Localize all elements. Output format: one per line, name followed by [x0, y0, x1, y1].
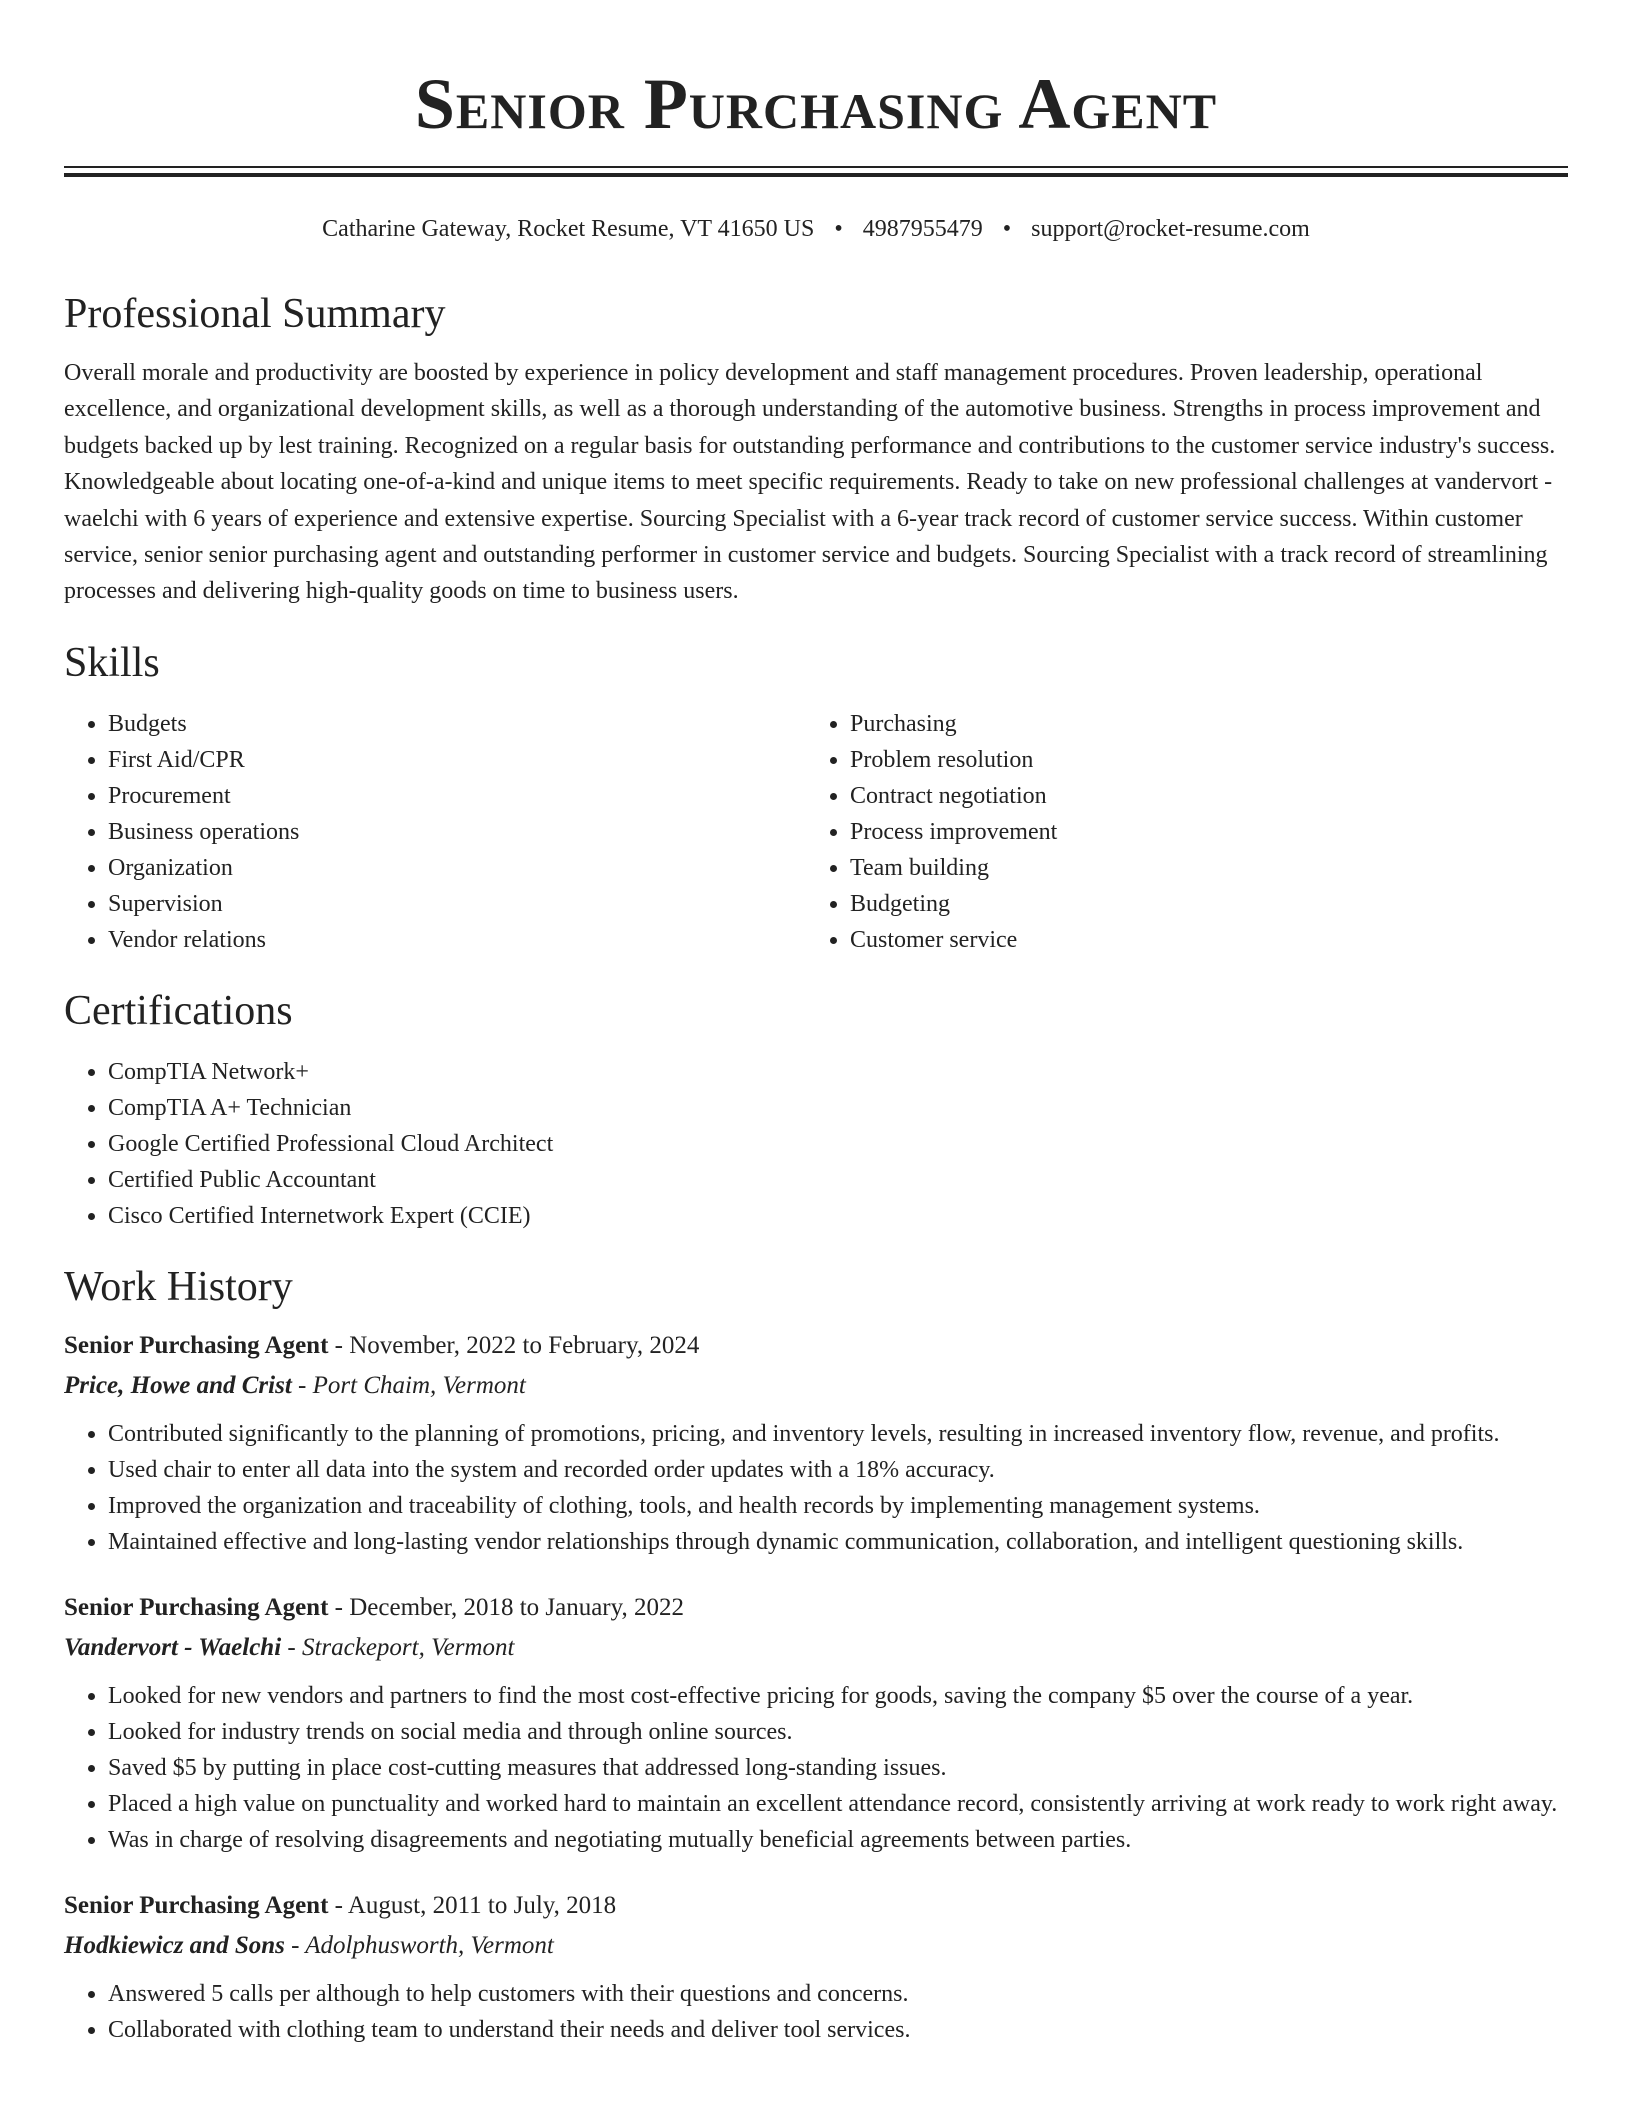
certification-item: • Cisco Certified Internetwork Expert (CCIE): [108, 1198, 1568, 1234]
job-company: Vandervort - Waelchi: [64, 1633, 282, 1661]
contact-phone: 4987955479: [862, 216, 983, 242]
job-bullet: • Answered 5 calls per although to help customers with their questions and concerns.: [108, 1976, 1568, 2012]
skill-item: • Team building: [850, 850, 1548, 886]
job-dates: - December, 2018 to January, 2022: [328, 1593, 685, 1621]
job-bullets: [64, 1976, 1568, 2048]
certification-item: • CompTIA A+ Technician: [108, 1090, 1568, 1126]
job-entry: [64, 1588, 1568, 1858]
skill-item: • Customer service: [850, 922, 1548, 958]
work-history-list: [64, 1326, 1568, 2048]
job-dates: - August, 2011 to July, 2018: [328, 1891, 617, 1919]
skill-item: • Supervision: [108, 886, 806, 922]
resume-title: Senior Purchasing Agent: [414, 64, 1218, 144]
skills-column-right: [806, 706, 1548, 958]
skills-heading: Skills: [64, 639, 160, 686]
summary-heading: Professional Summary: [64, 291, 446, 337]
job-title-line: [64, 1588, 1568, 1628]
contact-line: [64, 213, 1568, 245]
job-title: Senior Purchasing Agent: [64, 1891, 329, 1919]
skills-grid: [64, 706, 1568, 958]
job-entry: [64, 1326, 1568, 1560]
certifications-heading: Certifications: [64, 987, 293, 1034]
job-bullet: • Maintained effective and long-lasting vendor relationships through dynamic communication, collaboration, and intelligent questioning skills.: [108, 1524, 1568, 1560]
skill-item: • Contract negotiation: [850, 778, 1548, 814]
contact-email: support@rocket-resume.com: [1031, 216, 1310, 242]
skills-list-left: [64, 706, 806, 958]
job-bullet: • Placed a high value on punctuality and worked hard to maintain an excellent attendance record, consistently arriving at work ready to work right away.: [108, 1786, 1568, 1822]
skill-item: • Business operations: [108, 814, 806, 850]
job-bullet: • Looked for industry trends on social media and through online sources.: [108, 1714, 1568, 1750]
summary-text: Overall morale and productivity are boosted by experience in policy development and staff management procedures. Proven leadership, operational excellence, and organizational development skills, as well as a thorough understanding of the automotive business. Strengths in process improvement and budgets backed up by lest training. Recognized on a regular basis for outstanding performance and contributions to the customer service industry's success. Knowledgeable about locating one-of-a-kind and unique items to meet specific requirements. Ready to take on new professional challenges at vandervort - waelchi with 6 years of experience and extensive expertise. Sourcing Specialist with a 6-year track record of customer service success. Within customer service, senior senior purchasing agent and outstanding performer in customer service and budgets. Sourcing Specialist with a track record of streamlining processes and delivering high-quality goods on time to business users.: [64, 360, 1556, 605]
certifications-list: [64, 1054, 1568, 1234]
job-title: Senior Purchasing Agent: [64, 1593, 329, 1621]
job-bullet: • Saved $5 by putting in place cost-cutting measures that addressed long-standing issues.: [108, 1750, 1568, 1786]
job-company-line: [64, 1926, 1568, 1966]
job-bullet: • Improved the organization and traceability of clothing, tools, and health records by implementing management systems.: [108, 1488, 1568, 1524]
job-bullet: • Looked for new vendors and partners to find the most cost-effective pricing for goods, saving the company $5 over the course of a year.: [108, 1678, 1568, 1714]
certification-item: • Google Certified Professional Cloud Architect: [108, 1126, 1568, 1162]
skill-item: • Purchasing: [850, 706, 1548, 742]
job-company: Hodkiewicz and Sons: [64, 1931, 285, 1959]
job-bullets: [64, 1416, 1568, 1560]
job-location: - Adolphusworth, Vermont: [284, 1931, 554, 1959]
job-bullet: • Was in charge of resolving disagreements and negotiating mutually beneficial agreements between parties.: [108, 1822, 1568, 1858]
skill-item: • Process improvement: [850, 814, 1548, 850]
job-company: Price, Howe and Crist: [64, 1371, 292, 1399]
job-bullet: • Contributed significantly to the planning of promotions, pricing, and inventory levels, resulting in increased inventory flow, revenue, and profits.: [108, 1416, 1568, 1452]
certification-item: • Certified Public Accountant: [108, 1162, 1568, 1198]
job-location: - Strackeport, Vermont: [281, 1633, 515, 1661]
job-location: - Port Chaim, Vermont: [291, 1371, 526, 1399]
job-entry: [64, 1886, 1568, 2048]
title-divider: [64, 166, 1568, 177]
job-title: Senior Purchasing Agent: [64, 1331, 329, 1359]
job-company-line: [64, 1628, 1568, 1668]
skill-item: • Problem resolution: [850, 742, 1548, 778]
job-bullets: [64, 1678, 1568, 1858]
skill-item: • Budgeting: [850, 886, 1548, 922]
work-history-heading: Work History: [64, 1263, 293, 1310]
skill-item: • Vendor relations: [108, 922, 806, 958]
skill-item: • Organization: [108, 850, 806, 886]
contact-address: Catharine Gateway, Rocket Resume, VT 41650 US: [322, 216, 815, 242]
certification-item: • CompTIA Network+: [108, 1054, 1568, 1090]
skill-item: • Budgets: [108, 706, 806, 742]
job-title-line: [64, 1886, 1568, 1926]
job-bullet: • Collaborated with clothing team to understand their needs and deliver tool services.: [108, 2012, 1568, 2048]
job-dates: - November, 2022 to February, 2024: [328, 1331, 700, 1359]
contact-separator: •: [1002, 216, 1012, 242]
contact-separator: •: [834, 216, 843, 242]
resume-page: [64, 0, 1568, 2048]
skills-list-right: [806, 706, 1548, 958]
job-bullet: • Used chair to enter all data into the system and recorded order updates with a 18% accuracy.: [108, 1452, 1568, 1488]
job-title-line: [64, 1326, 1568, 1366]
skill-item: • First Aid/CPR: [108, 742, 806, 778]
job-company-line: [64, 1366, 1568, 1406]
skill-item: • Procurement: [108, 778, 806, 814]
skills-column-left: [64, 706, 806, 958]
